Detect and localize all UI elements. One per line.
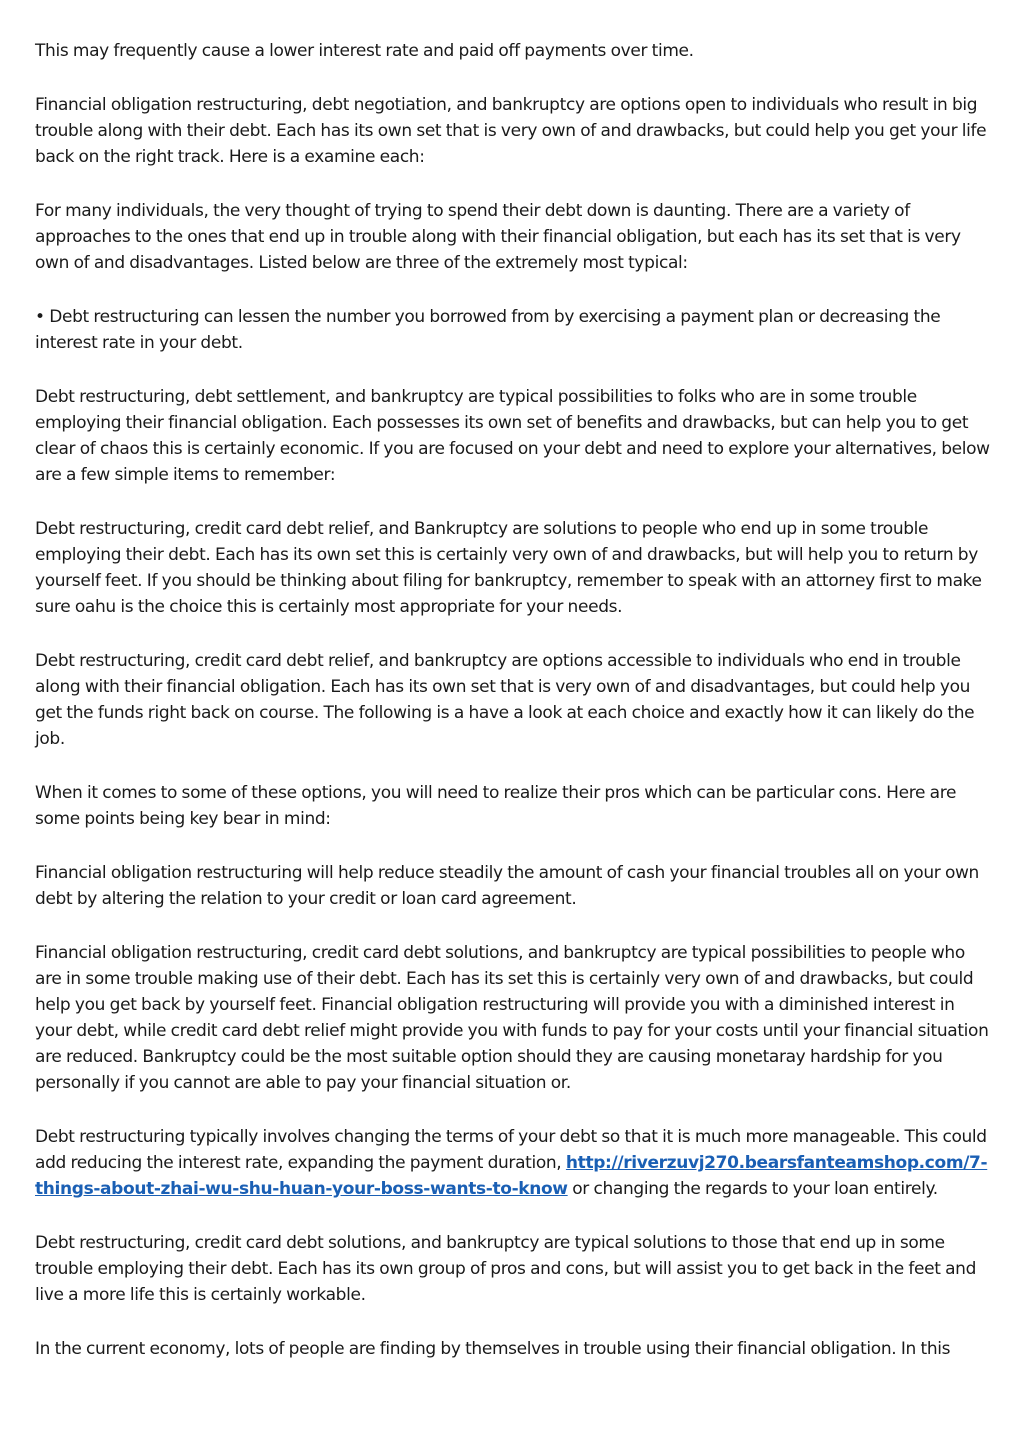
paragraph: Financial obligation restructuring will help reduce steadily the amount of cash your financial troubles all on your own debt by altering the relation to your credit or loan card agreement. — [35, 863, 979, 909]
link-paragraph-before: Debt restructuring typically involves changing the terms of your debt so that it is much more manageable. This could add reducing the interest rate, expanding the payment duration, — [35, 1127, 987, 1173]
paragraph: Debt restructuring, credit card debt relief, and bankruptcy are options accessible to individuals who end in trouble along with their financial obligation. Each has its own set that is very own of and disadvantages, but could help you get the funds right back on course. The following is a have a look at each choice and exactly how it can likely do the job. — [35, 651, 975, 749]
article-link[interactable]: http://riverzuvj270.bearsfanteamshop.com/7-things-about-zhai-wu-shu-huan-your-boss-wants-to-know — [35, 1153, 988, 1199]
paragraph: Debt restructuring, debt settlement, and bankruptcy are typical possibilities to folks who are in some trouble employing their financial obligation. Each possesses its own set of benefits and drawbacks, but can help you to get clear of chaos this is certainly economic. If you are focused on your debt and need to explore your alternatives, below are a few simple items to remember: — [35, 387, 990, 485]
link-paragraph — [35, 1124, 995, 1202]
paragraph: For many individuals, the very thought of trying to spend their debt down is daunting. There are a variety of approaches to the ones that end up in trouble along with their financial obligation, but each has its set that is very own of and disadvantages. Listed below are three of the extremely most typical: — [35, 201, 961, 273]
link-paragraph-after: or changing the regards to your loan entirely. — [572, 1179, 938, 1199]
paragraph: This may frequently cause a lower interest rate and paid off payments over time. — [35, 41, 694, 61]
paragraph: In the current economy, lots of people are finding by themselves in trouble using their financial obligation. In this — [35, 1339, 951, 1359]
paragraph: Debt restructuring, credit card debt relief, and Bankruptcy are solutions to people who end up in some trouble employing their debt. Each has its own set this is certainly very own of and drawbacks, but will help you to return by yourself feet. If you should be thinking about filing for bankruptcy, remember to speak with an attorney first to make sure oahu is the choice this is certainly most appropriate for your needs. — [35, 519, 982, 617]
paragraph: When it comes to some of these options, you will need to realize their pros which can be particular cons. Here are some points being key bear in mind: — [35, 783, 957, 829]
paragraph: Financial obligation restructuring, credit card debt solutions, and bankruptcy are typical possibilities to people who are in some trouble making use of their debt. Each has its set this is certainly very own of and drawbacks, but could help you get back by yourself feet. Financial obligation restructuring will provide you with a diminished interest in your debt, while credit card debt relief might provide you with funds to pay for your costs until your financial situation are reduced. Bankruptcy could be the most suitable option should they are causing monetaray hardship for you personally if you cannot are able to pay your financial situation or. — [35, 943, 989, 1093]
paragraph: Debt restructuring, credit card debt solutions, and bankruptcy are typical solutions to those that end up in some trouble employing their debt. Each has its own group of pros and cons, but will assist you to get back in the feet and live a more life this is certainly workable. — [35, 1233, 977, 1305]
document-body — [35, 0, 995, 1362]
bullet-paragraph: • Debt restructuring can lessen the number you borrowed from by exercising a payment plan or decreasing the interest rate in your debt. — [35, 307, 941, 353]
paragraph: Financial obligation restructuring, debt negotiation, and bankruptcy are options open to individuals who result in big trouble along with their debt. Each has its own set that is very own of and drawbacks, but could help you get your life back on the right track. Here is a examine each: — [35, 95, 987, 167]
